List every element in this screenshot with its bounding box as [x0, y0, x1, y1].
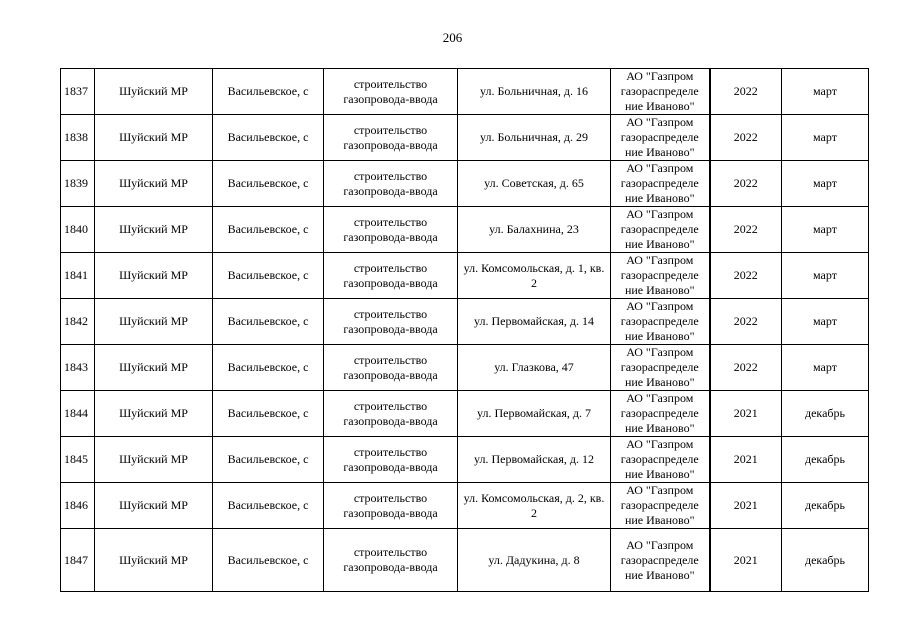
year-cell: 2021: [710, 391, 782, 437]
locality-cell: Васильевское, с: [213, 345, 324, 391]
row-number-cell: 1837: [61, 69, 95, 115]
locality-cell: Васильевское, с: [213, 391, 324, 437]
address-cell: ул. Первомайская, д. 7: [458, 391, 611, 437]
work-type-cell: строительство газопровода-ввода: [324, 299, 458, 345]
year-cell: 2022: [710, 161, 782, 207]
work-type-cell: строительство газопровода-ввода: [324, 529, 458, 592]
row-number-cell: 1843: [61, 345, 95, 391]
table-row: [61, 115, 869, 161]
row-number-cell: 1844: [61, 391, 95, 437]
locality-cell: Васильевское, с: [213, 161, 324, 207]
row-number-cell: 1839: [61, 161, 95, 207]
organization-cell: АО "Газпром газораспределе ние Иваново": [611, 437, 710, 483]
row-number-cell: 1847: [61, 529, 95, 592]
month-cell: декабрь: [782, 391, 869, 437]
work-type-cell: строительство газопровода-ввода: [324, 345, 458, 391]
organization-cell: АО "Газпром газораспределе ние Иваново": [611, 299, 710, 345]
organization-cell: АО "Газпром газораспределе ние Иваново": [611, 391, 710, 437]
district-cell: Шуйский МР: [95, 437, 213, 483]
row-number-cell: 1845: [61, 437, 95, 483]
month-cell: март: [782, 253, 869, 299]
gasification-table: [60, 68, 869, 592]
organization-cell: АО "Газпром газораспределе ние Иваново": [611, 207, 710, 253]
page-number: 206: [442, 30, 463, 45]
month-cell: декабрь: [782, 437, 869, 483]
district-cell: Шуйский МР: [95, 207, 213, 253]
organization-cell: АО "Газпром газораспределе ние Иваново": [611, 483, 710, 529]
work-type-cell: строительство газопровода-ввода: [324, 253, 458, 299]
district-cell: Шуйский МР: [95, 69, 213, 115]
address-cell: ул. Дадукина, д. 8: [458, 529, 611, 592]
district-cell: Шуйский МР: [95, 115, 213, 161]
address-cell: ул. Советская, д. 65: [458, 161, 611, 207]
locality-cell: Васильевское, с: [213, 69, 324, 115]
district-cell: Шуйский МР: [95, 483, 213, 529]
locality-cell: Васильевское, с: [213, 253, 324, 299]
address-cell: ул. Первомайская, д. 12: [458, 437, 611, 483]
district-cell: Шуйский МР: [95, 391, 213, 437]
district-cell: Шуйский МР: [95, 529, 213, 592]
work-type-cell: строительство газопровода-ввода: [324, 437, 458, 483]
year-cell: 2022: [710, 299, 782, 345]
address-cell: ул. Комсомольская, д. 2, кв. 2: [458, 483, 611, 529]
month-cell: декабрь: [782, 483, 869, 529]
row-number-cell: 1838: [61, 115, 95, 161]
organization-cell: АО "Газпром газораспределе ние Иваново": [611, 345, 710, 391]
year-cell: 2021: [710, 437, 782, 483]
year-cell: 2021: [710, 529, 782, 592]
address-cell: ул. Балахнина, 23: [458, 207, 611, 253]
organization-cell: АО "Газпром газораспределе ние Иваново": [611, 253, 710, 299]
address-cell: ул. Больничная, д. 29: [458, 115, 611, 161]
table-row: [61, 345, 869, 391]
work-type-cell: строительство газопровода-ввода: [324, 207, 458, 253]
table-row: [61, 299, 869, 345]
year-cell: 2022: [710, 345, 782, 391]
year-cell: 2022: [710, 207, 782, 253]
organization-cell: АО "Газпром газораспределе ние Иваново": [611, 161, 710, 207]
work-type-cell: строительство газопровода-ввода: [324, 69, 458, 115]
district-cell: Шуйский МР: [95, 345, 213, 391]
year-cell: 2022: [710, 253, 782, 299]
address-cell: ул. Комсомольская, д. 1, кв. 2: [458, 253, 611, 299]
address-cell: ул. Глазкова, 47: [458, 345, 611, 391]
row-number-cell: 1842: [61, 299, 95, 345]
locality-cell: Васильевское, с: [213, 299, 324, 345]
month-cell: март: [782, 161, 869, 207]
year-cell: 2022: [710, 115, 782, 161]
table-row: [61, 161, 869, 207]
locality-cell: Васильевское, с: [213, 529, 324, 592]
table-row: [61, 69, 869, 115]
month-cell: март: [782, 345, 869, 391]
locality-cell: Васильевское, с: [213, 115, 324, 161]
work-type-cell: строительство газопровода-ввода: [324, 115, 458, 161]
address-cell: ул. Больничная, д. 16: [458, 69, 611, 115]
address-cell: ул. Первомайская, д. 14: [458, 299, 611, 345]
locality-cell: Васильевское, с: [213, 207, 324, 253]
table-row: [61, 483, 869, 529]
year-cell: 2021: [710, 483, 782, 529]
year-cell: 2022: [710, 69, 782, 115]
district-cell: Шуйский МР: [95, 161, 213, 207]
work-type-cell: строительство газопровода-ввода: [324, 391, 458, 437]
table-row: [61, 437, 869, 483]
locality-cell: Васильевское, с: [213, 437, 324, 483]
organization-cell: АО "Газпром газораспределе ние Иваново": [611, 529, 710, 592]
organization-cell: АО "Газпром газораспределе ние Иваново": [611, 69, 710, 115]
organization-cell: АО "Газпром газораспределе ние Иваново": [611, 115, 710, 161]
table-row: [61, 253, 869, 299]
month-cell: март: [782, 69, 869, 115]
work-type-cell: строительство газопровода-ввода: [324, 483, 458, 529]
locality-cell: Васильевское, с: [213, 483, 324, 529]
month-cell: март: [782, 115, 869, 161]
district-cell: Шуйский МР: [95, 253, 213, 299]
row-number-cell: 1840: [61, 207, 95, 253]
row-number-cell: 1846: [61, 483, 95, 529]
month-cell: март: [782, 299, 869, 345]
table-row: [61, 207, 869, 253]
month-cell: декабрь: [782, 529, 869, 592]
table-row: [61, 391, 869, 437]
district-cell: Шуйский МР: [95, 299, 213, 345]
work-type-cell: строительство газопровода-ввода: [324, 161, 458, 207]
row-number-cell: 1841: [61, 253, 95, 299]
month-cell: март: [782, 207, 869, 253]
table-row: [61, 529, 869, 592]
